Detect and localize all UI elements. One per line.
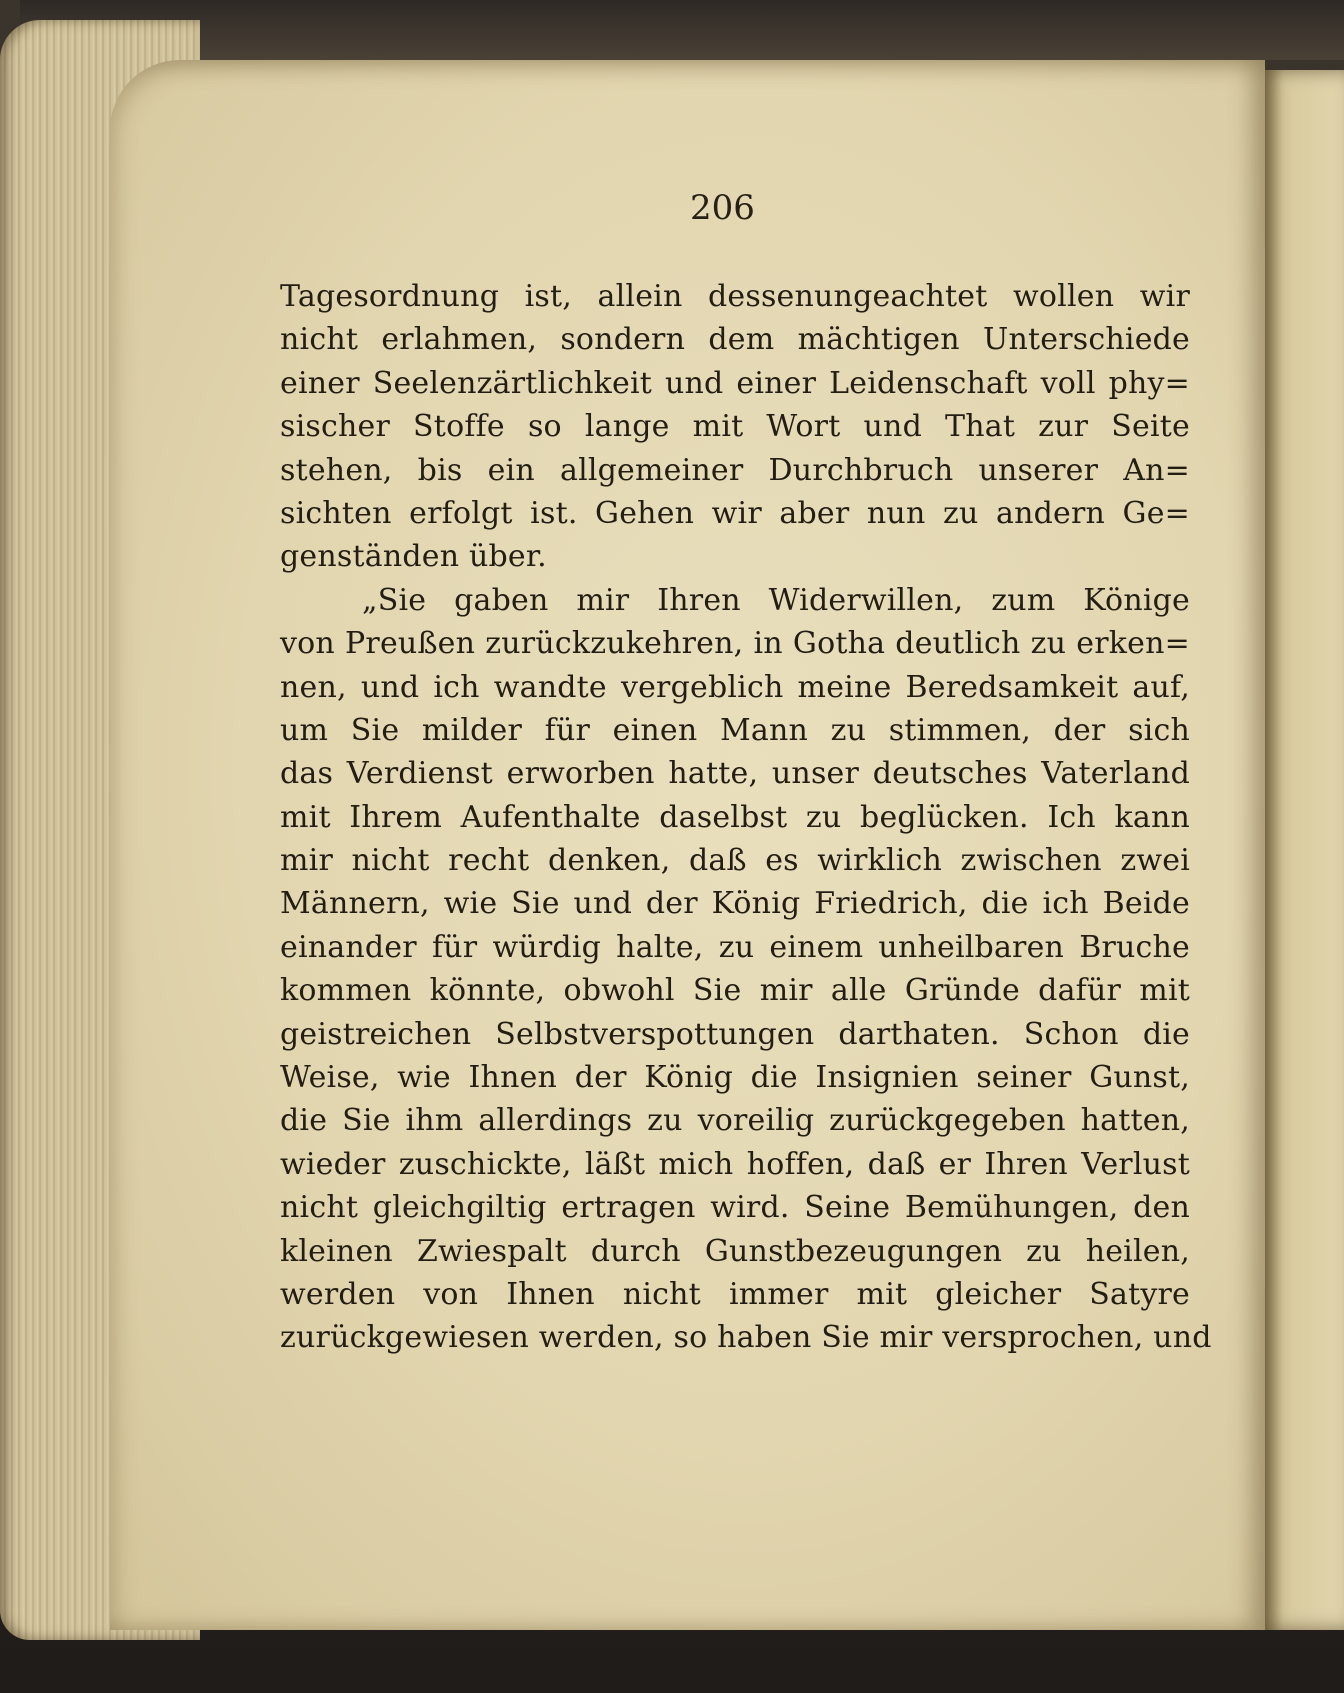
text-line: einander für würdig halte, zu einem unheilbaren Bruche [280,929,1190,965]
text-line: von Preußen zurückzukehren, in Gotha deutlich zu erken= [280,626,1190,662]
text-line: Tagesordnung ist, allein dessenungeachtet wollen wir [280,279,1190,314]
book-cover-edge [20,0,1344,60]
text-line: um Sie milder für einen Mann zu stimmen, der sich [280,712,1190,748]
text-line: sichten erfolgt ist. Gehen wir aber nun zu andern Ge= [280,495,1190,531]
page-number: 206 [690,188,755,228]
book-page [110,60,1265,1630]
text-line: Weise, wie Ihnen der König die Insignien seiner Gunst, [280,1060,1190,1096]
facing-page-edge [1262,70,1344,1630]
text-line: mit Ihrem Aufenthalte daselbst zu beglücken. Ich kann [280,799,1190,835]
text-line: geistreichen Selbstverspottungen darthaten. Schon die [280,1016,1190,1052]
text-line: einer Seelenzärtlichkeit und einer Leidenschaft voll phy= [280,365,1190,401]
text-line: die Sie ihm allerdings zu voreilig zurückgegeben hatten, [280,1103,1190,1139]
text-line: wieder zuschickte, läßt mich hoffen, daß er Ihren Verlust [280,1146,1190,1182]
text-line: kommen könnte, obwohl Sie mir alle Gründe dafür mit [280,973,1190,1009]
text-line: werden von Ihnen nicht immer mit gleicher Satyre [280,1276,1190,1312]
body-text [280,275,1212,1360]
text-line: das Verdienst erworben hatte, unser deutsches Vaterland [280,756,1190,792]
text-line: kleinen Zwiespalt durch Gunstbezeugungen zu heilen, [280,1233,1190,1269]
text-line: mir nicht recht denken, daß es wirklich zwischen zwei [280,843,1190,879]
text-line: stehen, bis ein allgemeiner Durchbruch unserer An= [280,452,1190,488]
text-line: nicht gleichgiltig ertragen wird. Seine Bemühungen, den [280,1190,1190,1226]
text-line: nicht erlahmen, sondern dem mächtigen Unterschiede [280,322,1190,358]
text-line: genständen über. [280,539,547,575]
text-line: nen, und ich wandte vergeblich meine Beredsamkeit auf, [280,669,1190,705]
text-line: Männern, wie Sie und der König Friedrich, die ich Beide [280,886,1190,922]
text-line: sischer Stoffe so lange mit Wort und That zur Seite [280,409,1190,445]
text-line: „Sie gaben mir Ihren Widerwillen, zum Könige [362,582,1190,618]
text-line: zurückgewiesen werden, so haben Sie mir versprochen, und [280,1320,1212,1356]
